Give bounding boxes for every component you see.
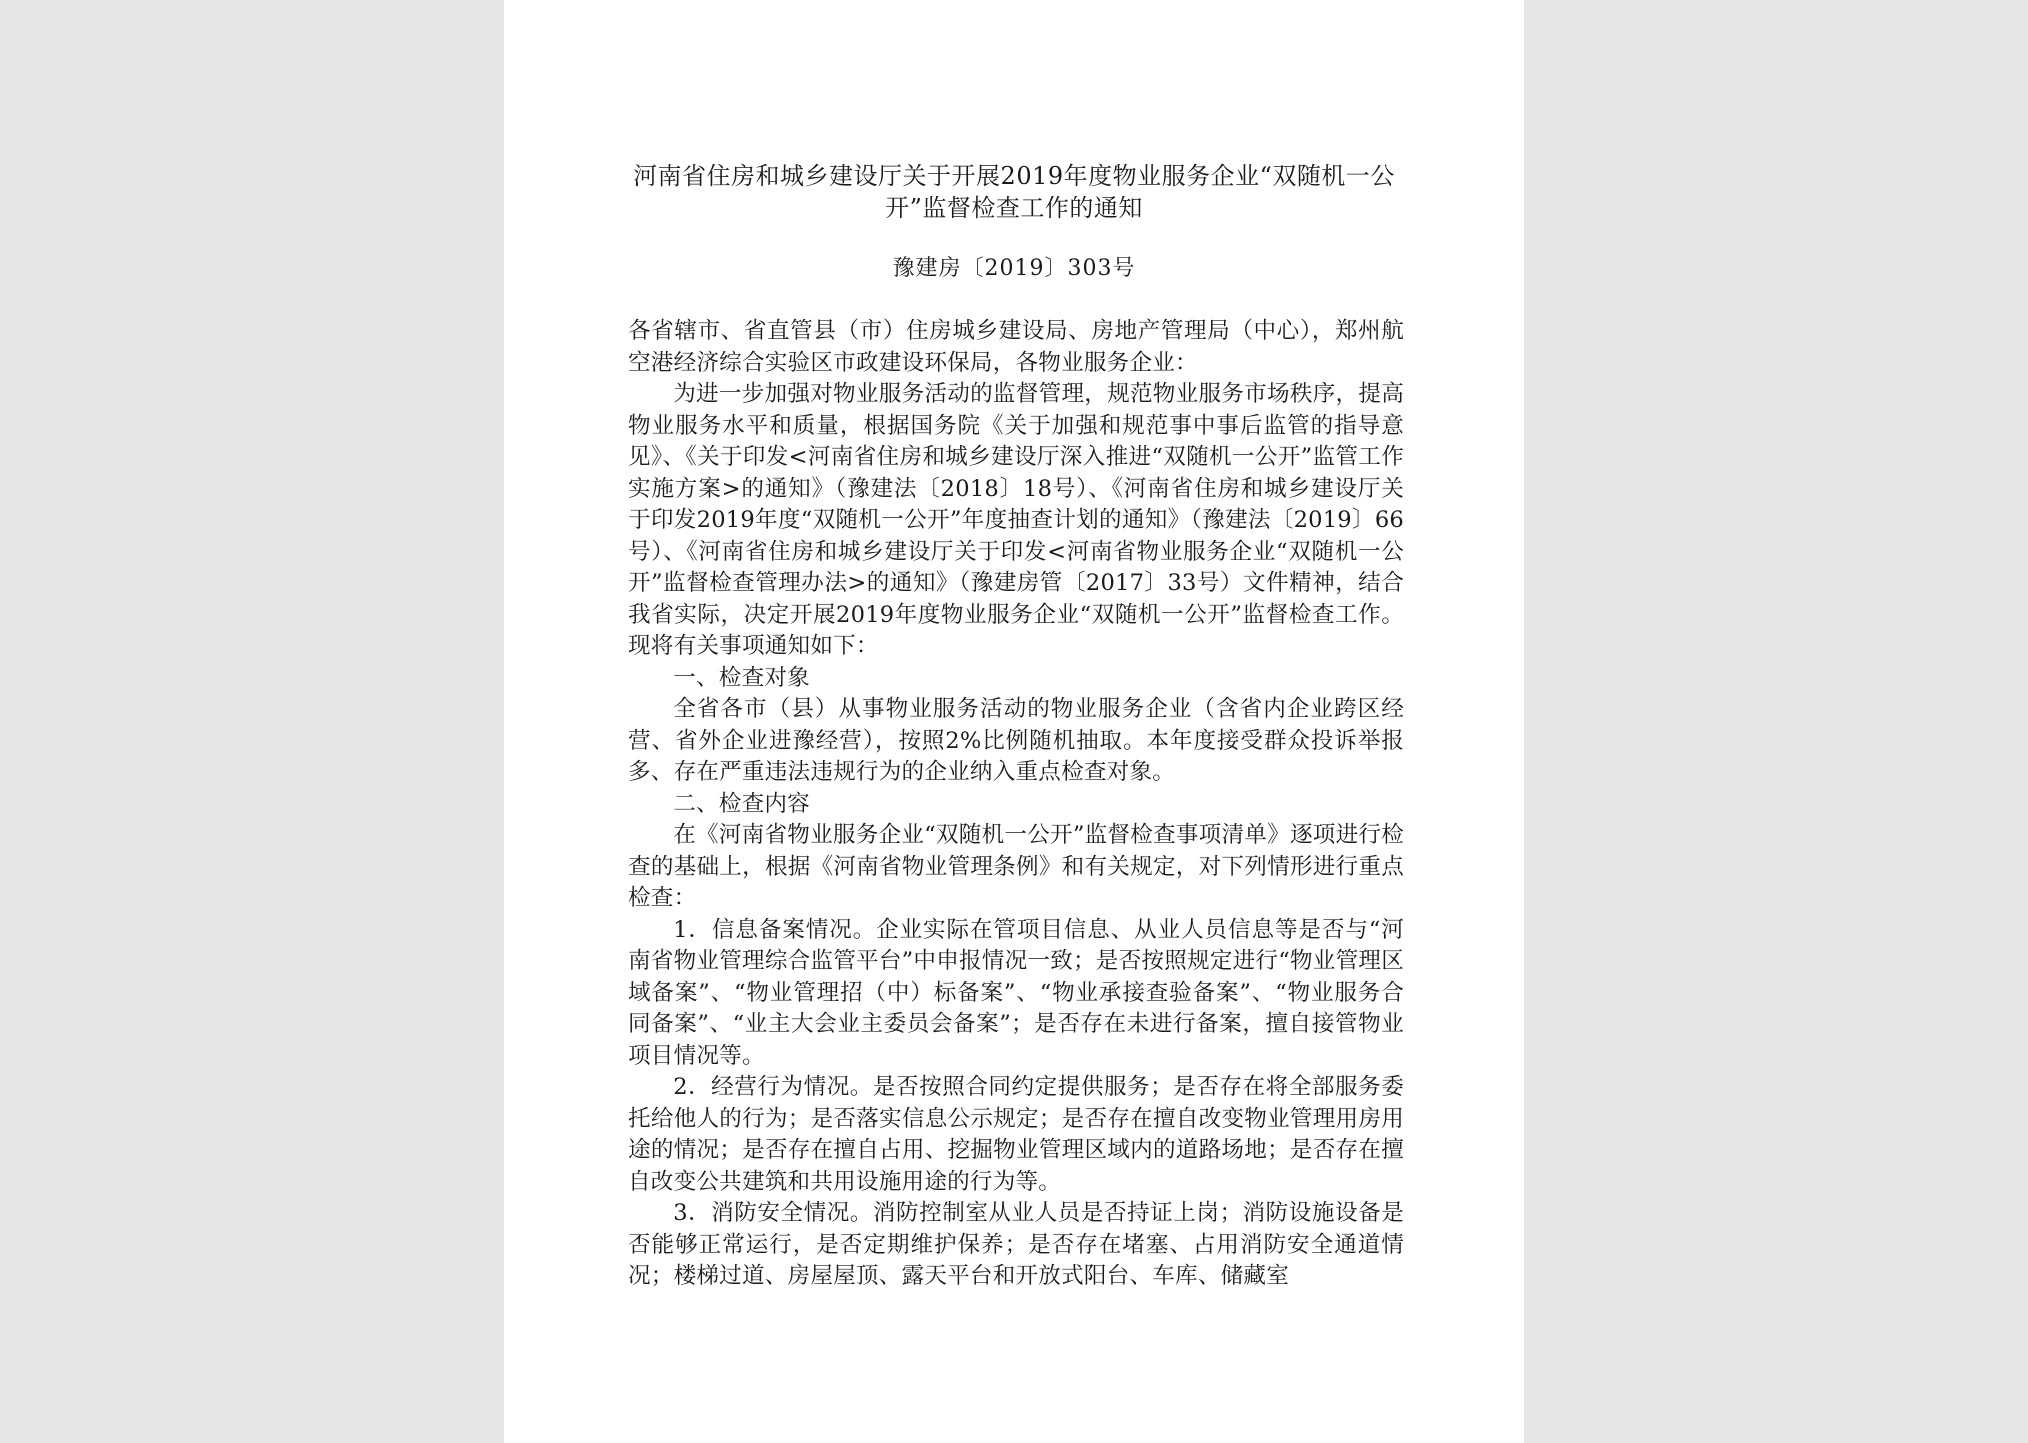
document-page [504,0,1524,1443]
addressee-paragraph: 各省辖市、省直管县（市）住房城乡建设局、房地产管理局（中心），郑州航空港经济综合实验区市政建设环保局，各物业服务企业： [628,318,1404,376]
document-body [628,316,1404,1293]
list-item: 3．消防安全情况。消防控制室从业人员是否持证上岗；消防设施设备是否能够正常运行，是否定期维护保养；是否存在堵塞、占用消防安全通道情况；楼梯过道、房屋屋顶、露天平台和开放式阳台、车库、储藏室 [628,1200,1404,1289]
body-paragraph: 在《河南省物业服务企业“双随机一公开”监督检查事项清单》逐项进行检查的基础上，根据《河南省物业管理条例》和有关规定，对下列情形进行重点检查： [628,822,1404,911]
list-item: 2．经营行为情况。是否按照合同约定提供服务；是否存在将全部服务委托给他人的行为；是否落实信息公示规定；是否存在擅自改变物业管理用房用途的情况；是否存在擅自占用、挖掘物业管理区域内的道路场地；是否存在擅自改变公共建筑和共用设施用途的行为等。 [628,1074,1404,1195]
document-number: 豫建房〔2019〕303号 [892,256,1136,281]
document-title: 河南省住房和城乡建设厅关于开展2019年度物业服务企业“双随机一公开”监督检查工作的通知 [633,162,1395,222]
intro-paragraph: 为进一步加强对物业服务活动的监督管理，规范物业服务市场秩序，提高物业服务水平和质量，根据国务院《关于加强和规范事中事后监管的指导意见》、《关于印发<河南省住房和城乡建设厅深入推进“双随机一公开”监管工作实施方案>的通知》（豫建法〔2018〕18号）、《河南省住房和城乡建设厅关于印发2019年度“双随机一公开”年度抽查计划的通知》（豫建法〔2019〕66号）、《河南省住房和城乡建设厅关于印发<河南省物业服务企业“双随机一公开”监督检查管理办法>的通知》（豫建房管〔2017〕33号）文件精神，结合我省实际，决定开展2019年度物业服务企业“双随机一公开”监督检查工作。现将有关事项通知如下： [628,381,1404,659]
body-paragraph: 全省各市（县）从事物业服务活动的物业服务企业（含省内企业跨区经营、省外企业进豫经营），按照2%比例随机抽取。本年度接受群众投诉举报多、存在严重违法违规行为的企业纳入重点检查对象。 [628,696,1404,785]
section-heading-2: 二、检查内容 [673,790,810,817]
list-item: 1．信息备案情况。企业实际在管项目信息、从业人员信息等是否与“河南省物业管理综合监管平台”中申报情况一致；是否按照规定进行“物业管理区域备案”、“物业管理招（中）标备案”、“物业承接查验备案”、“物业服务合同备案”、“业主大会业主委员会备案”；是否存在未进行备案，擅自接管物业项目情况等。 [628,916,1404,1069]
section-heading-1: 一、检查对象 [673,664,810,691]
